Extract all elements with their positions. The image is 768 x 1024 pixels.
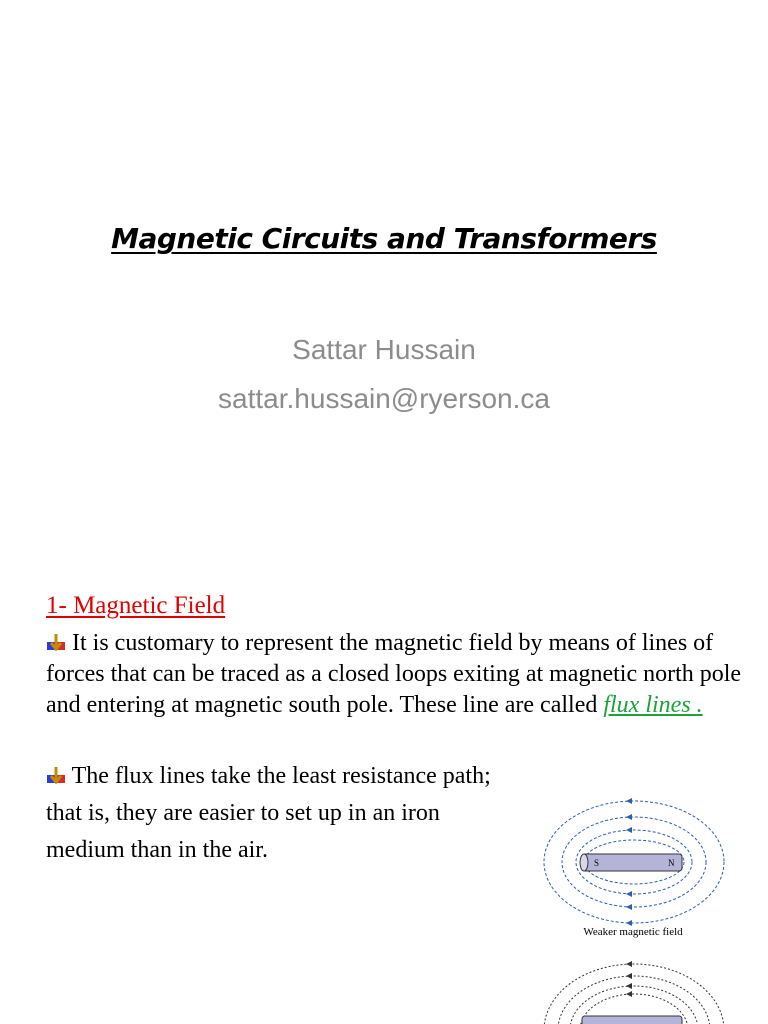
bar-magnet-2	[582, 1016, 682, 1024]
strong-arrow-markers	[626, 961, 632, 997]
flux-lines-link[interactable]: flux lines .	[603, 692, 703, 718]
paragraph-1	[46, 628, 746, 721]
pole-n-label: N	[668, 858, 675, 868]
pole-s-label: S	[594, 858, 600, 868]
author-name: Sattar Hussain	[292, 334, 476, 365]
strong-field-lines	[544, 964, 724, 1024]
paragraph-2	[46, 758, 496, 869]
section-heading: 1- Magnetic Field	[46, 592, 226, 619]
content-slide	[0, 560, 768, 1024]
paragraph-2-text: The flux lines take the least resistance path; that is, they are easier to set up in an iron medium than in the air.	[46, 763, 491, 863]
magnet-end	[580, 854, 588, 871]
figure-caption: Weaker magnetic field	[583, 926, 683, 938]
author-email[interactable]: sattar.hussain@ryerson.ca	[218, 383, 550, 414]
bar-magnet-diagram	[540, 790, 740, 1024]
bullet-arrow-icon	[46, 632, 66, 652]
slide-title: Magnetic Circuits and Transformers	[111, 222, 657, 255]
paragraph-1-text: It is customary to represent the magnetic field by means of lines of forces that can be traced as a closed loops exiting at magnetic north pole and entering at magnetic south pole. These line are called	[46, 630, 742, 718]
bullet-arrow-icon	[46, 765, 66, 785]
